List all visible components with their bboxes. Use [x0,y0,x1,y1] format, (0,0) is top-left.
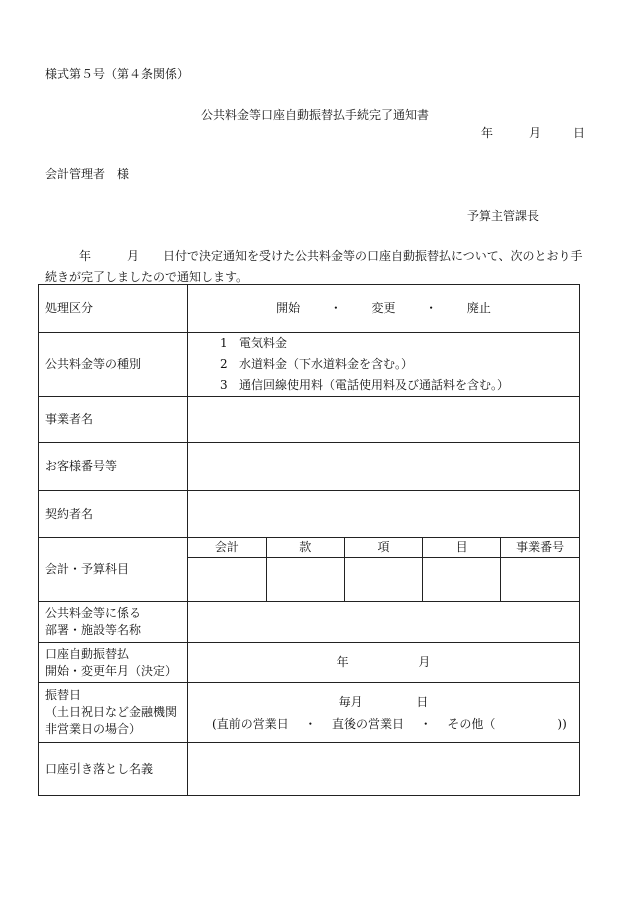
processing-sep-2: ・ [425,301,438,315]
transfer-date-label [39,683,188,743]
type-option-3-text: 通信回線使用料（電話使用料及び通話料を含む。） [239,378,510,392]
budget-subtable [188,538,579,601]
budget-kan-field[interactable] [266,557,344,601]
customer-number-field[interactable] [188,443,580,491]
form-number: 様式第５号（第４条関係） [45,67,190,81]
row-start-change [39,643,580,683]
start-change-year: 年 [336,655,349,669]
type-option-3[interactable] [188,375,579,396]
type-option-3-num: 3 [220,378,228,392]
transfer-date-field[interactable] [188,683,580,743]
date-year: 年 [481,126,494,140]
department-label [39,602,188,643]
processing-change[interactable]: 変更 [371,301,396,315]
budget-account-field[interactable] [188,557,266,601]
transfer-date-day: 日 [416,694,429,709]
type-option-2[interactable] [188,354,579,375]
budget-col-project: 事業番号 [501,538,579,557]
transfer-date-sep-1: ・ [304,716,317,731]
transfer-date-sep-2: ・ [419,716,432,731]
transfer-date-other[interactable]: その他 [447,716,484,731]
body-month: 月 [127,249,140,263]
body-sentence: 日付で決定通知を受けた公共料金等の口座自動振替払について、次のとおり手続きが完了しましたので通知します。 [45,249,583,284]
business-name-field[interactable] [188,397,580,443]
contractor-field[interactable] [188,491,580,538]
type-options [188,333,580,397]
transfer-date-monthly-line [188,691,579,713]
row-account-name [39,743,580,796]
budget-col-kou: 項 [344,538,422,557]
budget-col-kan: 款 [266,538,344,557]
transfer-date-choice-line: (直前の営業日 ・ 直後の営業日 ・ その他（ )) [212,716,567,731]
sender: 予算主管課長 [467,209,540,223]
budget-kou-field[interactable] [344,557,422,601]
transfer-date-label-line-3: 非営業日の場合） [45,722,142,736]
start-change-label-line-2: 開始・変更年月（決定） [45,663,178,678]
row-budget [39,538,580,602]
transfer-date-label-line-2: （土日祝日など金融機関 [45,705,178,719]
transfer-date-monthly: 毎月 [338,694,363,709]
row-processing [39,285,580,333]
processing-sep-1: ・ [329,301,342,315]
start-change-field[interactable] [188,643,580,683]
row-transfer-date [39,683,580,743]
processing-start[interactable]: 開始 [276,301,301,315]
transfer-date-next[interactable]: 直後の営業日 [332,716,405,731]
addressee: 会計管理者 様 [45,167,130,181]
body-year: 年 [79,249,92,263]
row-business-name [39,397,580,443]
type-option-1-text: 電気料金 [239,336,288,350]
type-option-2-num: 2 [220,357,228,371]
start-change-label-line-1: 口座自動振替払 [45,646,130,661]
start-change-label [39,643,188,683]
row-department [39,602,580,643]
account-name-label: 口座引き落とし名義 [39,743,188,796]
processing-label: 処理区分 [39,285,188,333]
notification-table [38,284,580,796]
budget-moku-field[interactable] [423,557,501,601]
type-label: 公共料金等の種別 [39,333,188,397]
date-line [481,125,585,141]
budget-col-account: 会計 [188,538,266,557]
customer-number-label: お客様番号等 [39,443,188,491]
department-label-line-2: 部署・施設等名称 [45,623,142,637]
row-type [39,333,580,397]
processing-options [188,285,580,333]
date-day: 日 [573,126,586,140]
type-option-1[interactable] [188,333,579,354]
budget-label: 会計・予算科目 [39,538,188,602]
budget-col-moku: 目 [423,538,501,557]
transfer-date-prev[interactable]: 直前の営業日 [216,716,289,731]
date-month: 月 [529,126,542,140]
processing-abolish[interactable]: 廃止 [466,301,491,315]
contractor-label: 契約者名 [39,491,188,538]
account-name-field[interactable] [188,743,580,796]
start-change-month: 月 [418,655,431,669]
body-text [45,246,590,288]
business-name-label: 事業者名 [39,397,188,443]
type-option-1-num: 1 [220,336,228,350]
department-field[interactable] [188,602,580,643]
row-contractor [39,491,580,538]
document-title: 公共料金等口座自動振替払手続完了通知書 [200,108,429,122]
budget-grid [188,538,580,602]
budget-project-field[interactable] [501,557,579,601]
type-option-2-text: 水道料金（下水道料金を含む。） [239,357,414,371]
transfer-date-label-line-1: 振替日 [45,688,82,702]
department-label-line-1: 公共料金等に係る [45,606,142,620]
row-customer-number [39,443,580,491]
